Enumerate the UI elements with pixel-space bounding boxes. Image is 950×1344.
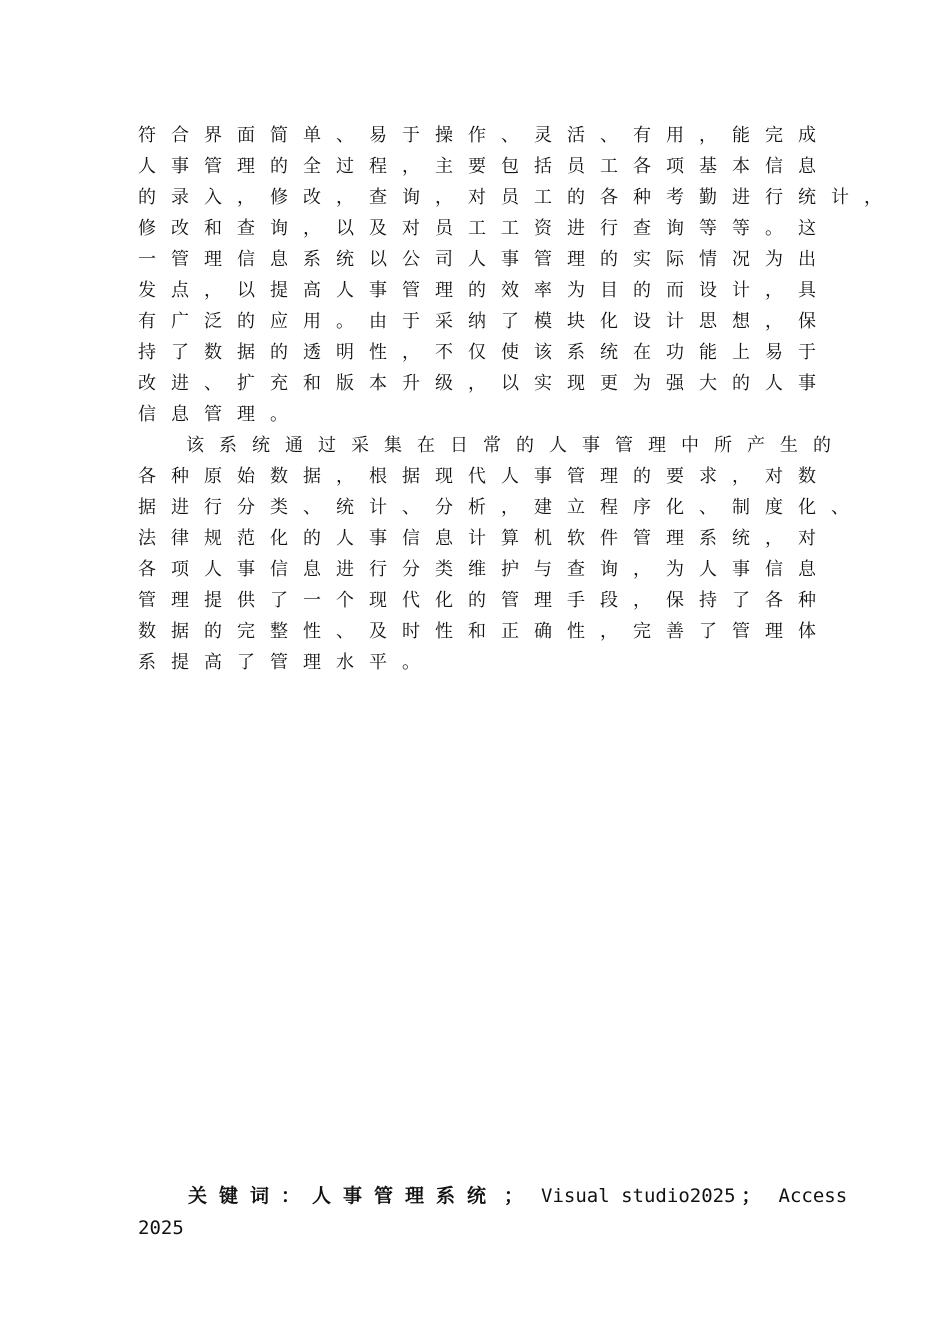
- paragraph-line: 系提高了管理水平。: [138, 652, 435, 673]
- paragraph-line: 法律规范化的人事信息计算机软件管理系统，对: [138, 528, 831, 549]
- paragraph-line: 发点，以提高人事管理的效率为目的而设计，具: [138, 280, 831, 301]
- keywords-label: 关键词：: [188, 1185, 313, 1207]
- keywords-section: [138, 1180, 898, 1244]
- keyword-item-continued: 2025: [138, 1217, 184, 1239]
- paragraph-line: 信息管理。: [138, 404, 303, 425]
- paragraph-line: 一管理信息系统以公司人事管理的实际情况为出: [138, 249, 831, 270]
- keyword-separator: ；: [504, 1185, 536, 1207]
- paragraph-line: 各种原始数据，根据现代人事管理的要求，对数: [138, 466, 831, 487]
- paragraph-line: 有广泛的应用。由于采纳了模块化设计思想，保: [138, 311, 831, 332]
- keyword-item: 人事管理系统: [312, 1185, 499, 1207]
- keywords-line-continued: [138, 1212, 898, 1244]
- paragraph-line: 持了数据的透明性，不仅使该系统在功能上易于: [138, 342, 831, 363]
- paragraph-line: 修改和查询，以及对员工工资进行查询等等。这: [138, 218, 831, 239]
- paragraph-line: 据进行分类、统计、分析，建立程序化、制度化、: [138, 497, 864, 518]
- paragraph-line: 数据的完整性、及时性和正确性，完善了管理体: [138, 621, 831, 642]
- keyword-separator: ；: [741, 1185, 773, 1207]
- paragraph-line: 该系统通过采集在日常的人事管理中所产生的: [186, 435, 846, 456]
- paragraph-line: 改进、扩充和版本升级，以实现更为强大的人事: [138, 373, 831, 394]
- keywords-line: [138, 1180, 898, 1212]
- paragraph-line: 的录入，修改，查询，对员工的各种考勤进行统计，: [138, 187, 897, 208]
- paragraph-line: 管理提供了一个现代化的管理手段，保持了各种: [138, 590, 831, 611]
- abstract-body: [138, 120, 897, 678]
- keyword-item: Visual studio2025: [541, 1185, 736, 1207]
- keyword-item: Access: [778, 1185, 848, 1207]
- paragraph-line: 符合界面简单、易于操作、灵活、有用，能完成: [138, 125, 831, 146]
- paragraph-line: 人事管理的全过程，主要包括员工各项基本信息: [138, 156, 831, 177]
- paragraph-line: 各项人事信息进行分类维护与查询，为人事信息: [138, 559, 831, 580]
